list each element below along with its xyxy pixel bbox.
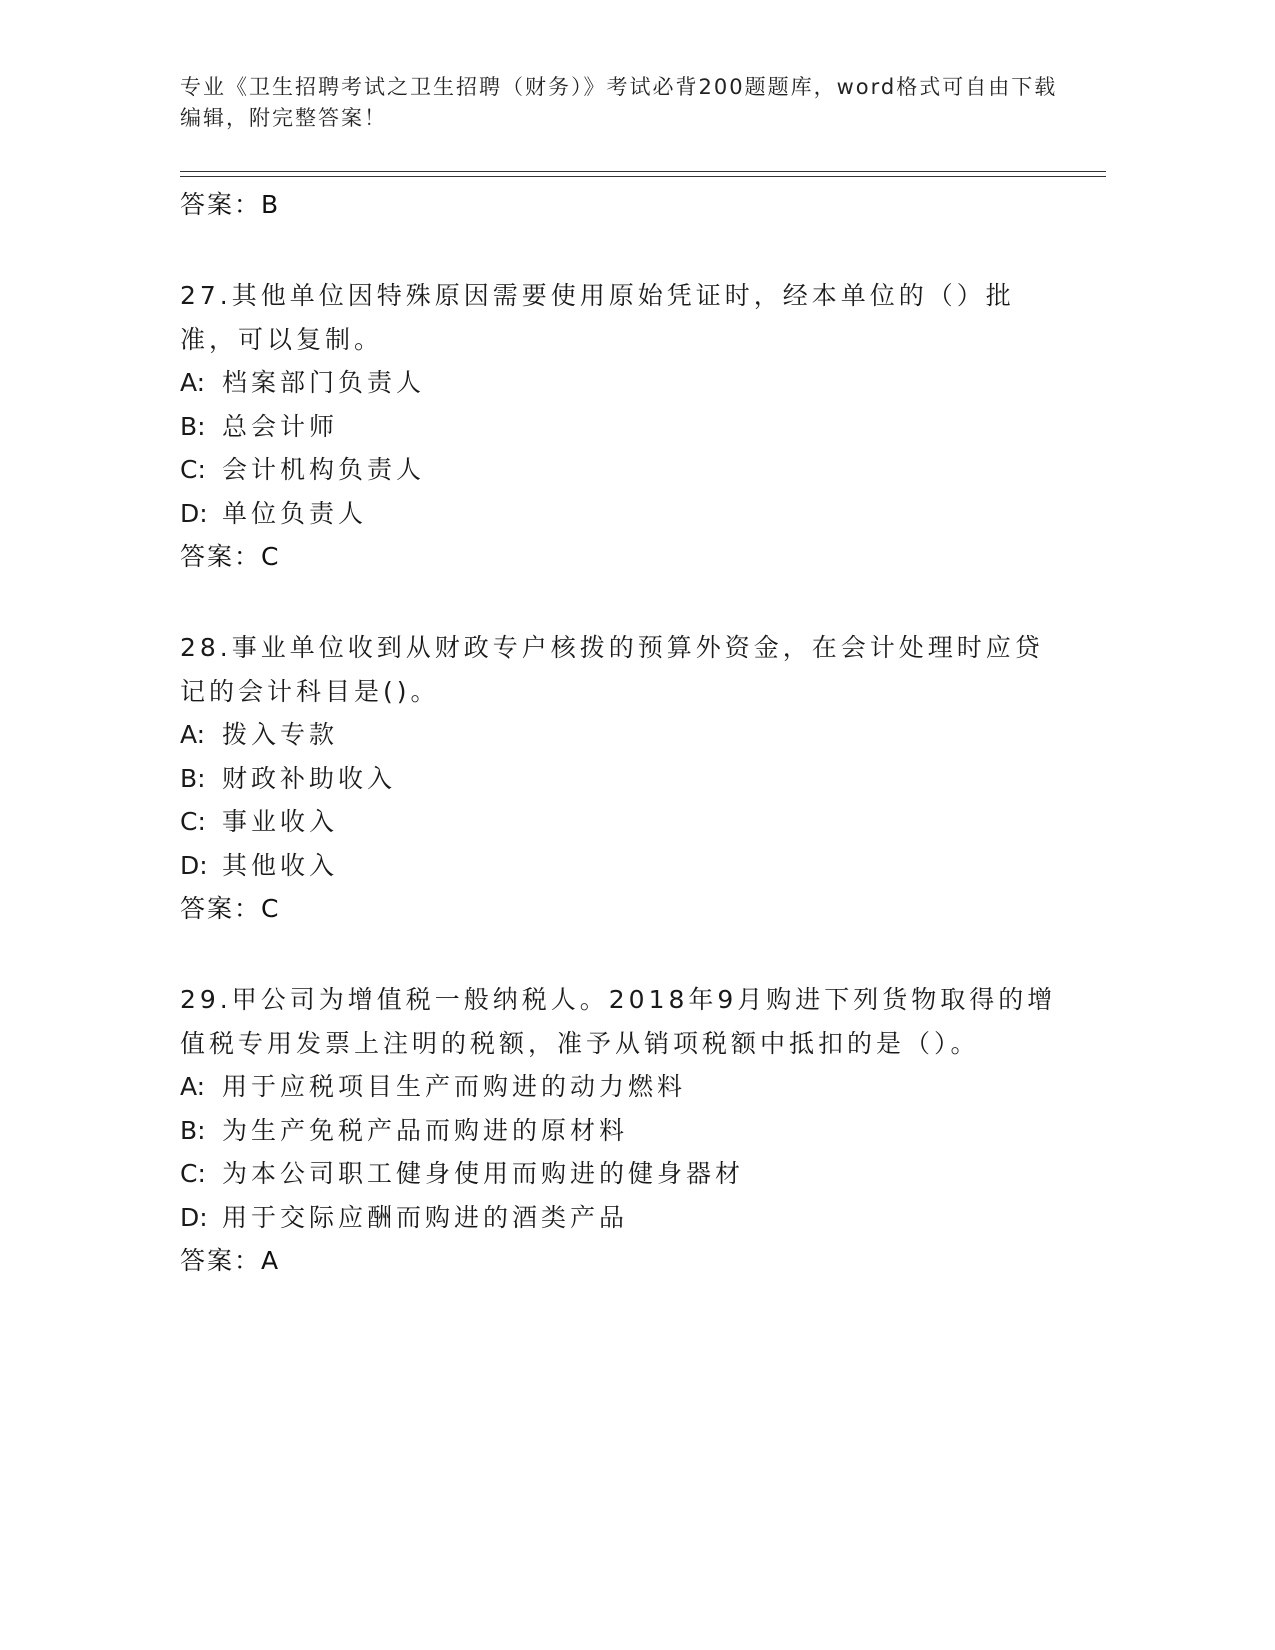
option-letter: B: — [180, 1115, 206, 1145]
option-letter: D: — [180, 850, 208, 880]
option-text: 为本公司职工健身使用而购进的健身器材 — [222, 1159, 745, 1188]
question-stem: 29.甲公司为增值税一般纳税人。2018年9月购进下列货物取得的增值税专用发票上注明的税额，准予从销项税额中抵扣的是（）。 — [180, 985, 1057, 1058]
option-c — [180, 1152, 1060, 1196]
option-c — [180, 448, 1060, 492]
option-text: 总会计师 — [222, 411, 339, 441]
question-stem: 28.事业单位收到从财政专户核拨的预算外资金，在会计处理时应贷记的会计科目是()。 — [180, 633, 1044, 706]
option-text: 拨入专款 — [222, 720, 339, 749]
header-divider-top — [180, 171, 1106, 172]
answer-line: 答案：C — [180, 542, 281, 571]
option-a — [180, 1065, 1060, 1109]
option-d — [180, 1196, 1060, 1240]
option-text: 用于应税项目生产而购进的动力燃料 — [222, 1072, 687, 1101]
option-a — [180, 361, 1060, 405]
header-divider-bottom — [180, 176, 1106, 177]
question-29 — [180, 978, 1060, 1282]
option-text: 会计机构负责人 — [222, 455, 426, 484]
option-text: 事业收入 — [222, 807, 339, 836]
option-letter: D: — [180, 1202, 208, 1232]
question-27 — [180, 274, 1060, 578]
option-letter: B: — [180, 763, 206, 793]
option-letter: A: — [180, 368, 206, 397]
option-a — [180, 713, 1060, 757]
question-stem: 27.其他单位因特殊原因需要使用原始凭证时，经本单位的（）批准，可以复制。 — [180, 281, 1015, 354]
option-letter: A: — [180, 720, 206, 749]
option-b — [180, 1109, 1060, 1153]
option-b — [180, 757, 1060, 801]
previous-answer: 答案：B — [180, 190, 281, 219]
answer-line: 答案：C — [180, 894, 281, 923]
option-b — [180, 405, 1060, 449]
option-letter: C: — [180, 455, 206, 484]
answer-line: 答案：A — [180, 1246, 281, 1275]
option-c — [180, 800, 1060, 844]
option-letter: C: — [180, 807, 206, 836]
option-text: 单位负责人 — [222, 498, 368, 528]
option-text: 用于交际应酬而购进的酒类产品 — [222, 1202, 629, 1232]
option-text: 财政补助收入 — [222, 763, 397, 793]
question-list — [180, 183, 1060, 1282]
option-letter: B: — [180, 411, 206, 441]
option-d — [180, 844, 1060, 888]
option-d — [180, 492, 1060, 536]
option-text: 档案部门负责人 — [222, 368, 426, 397]
page-header: 专业《卫生招聘考试之卫生招聘（财务）》考试必背200题题库，word格式可自由下载编辑，附完整答案！ — [180, 75, 1058, 130]
option-letter: A: — [180, 1072, 206, 1101]
question-28 — [180, 626, 1060, 930]
option-text: 为生产免税产品而购进的原材料 — [222, 1115, 629, 1145]
option-text: 其他收入 — [222, 850, 339, 880]
option-letter: C: — [180, 1159, 206, 1188]
option-letter: D: — [180, 498, 208, 528]
